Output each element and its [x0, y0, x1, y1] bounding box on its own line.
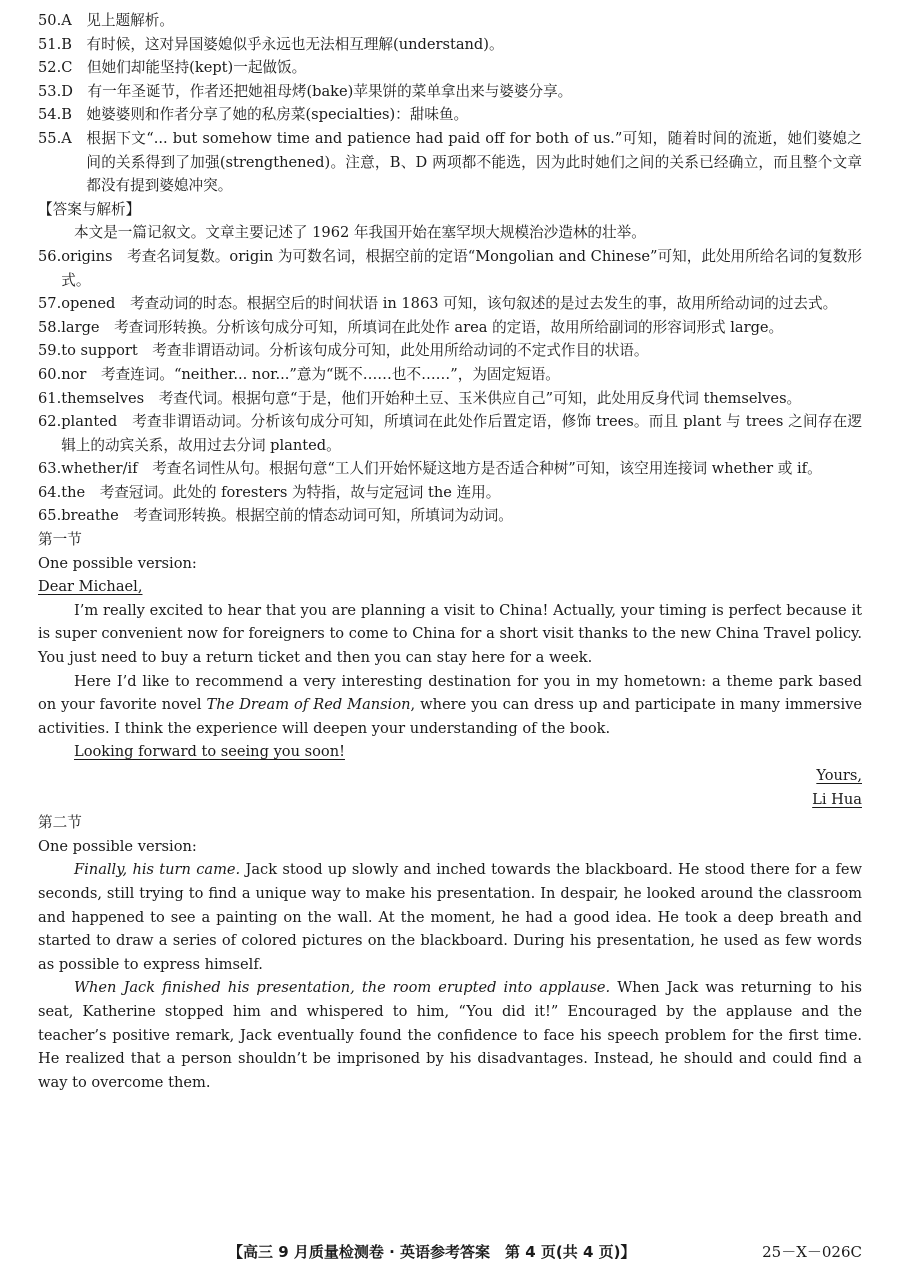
- answer-number: 50.A: [38, 12, 72, 29]
- answer-item: [38, 316, 862, 340]
- answer-text: large 考查词形转换。分析该句成分可知，所填词在此处作 area 的定语，故用所给副词的形容词形式 large。: [61, 318, 784, 336]
- answer-text: 有时候，这对异国婆媳似乎永远也无法相互理解(understand)。: [86, 35, 504, 53]
- answer-number: 63.: [38, 460, 62, 478]
- footer-title: 【高三 9 月质量检测卷 · 英语参考答案 第 4 页(共 4 页)】: [228, 1243, 636, 1261]
- answer-item: [38, 481, 862, 505]
- answer-item: [38, 245, 862, 292]
- answer-item: [38, 387, 862, 411]
- letter-paragraph: I’m really excited to hear that you are planning a visit to China! Actually, your timing is perfect because it is super convenient now for foreigners to come to China for a short visit thanks to the new China Travel policy. You just need to buy a return ticket and then you can stay here for a week.: [38, 601, 862, 667]
- answer-item: [38, 127, 862, 198]
- answer-item: [38, 33, 862, 57]
- answer-text: 见上题解析。: [86, 12, 174, 29]
- paragraph-lead: When Jack finished his presentation, the room erupted into applause.: [74, 979, 611, 997]
- answer-item: [38, 339, 862, 363]
- answer-page: [38, 9, 862, 1094]
- answer-item: [38, 80, 862, 104]
- answer-number: 54.B: [38, 106, 72, 124]
- footer-code: 25－X－026C: [762, 1243, 862, 1261]
- answer-text: origins 考查名词复数。origin 为可数名词，根据空前的定语“Mongolian and Chinese”可知，此处用所给名词的复数形式。: [61, 247, 862, 289]
- version-label: One possible version:: [38, 837, 197, 855]
- answer-text: breathe 考查词形转换。根据空前的情态动词可知，所填词为动词。: [61, 507, 513, 525]
- writing-section-1: [38, 528, 862, 811]
- answer-item: [38, 292, 862, 316]
- letter-signature: Li Hua: [812, 790, 862, 808]
- answer-text: the 考查冠词。此处的 foresters 为特指，故与定冠词 the 连用。: [61, 483, 501, 501]
- answer-number: 53.D: [38, 82, 73, 100]
- answer-number: 58.: [38, 318, 62, 336]
- answer-item: [38, 9, 862, 33]
- answer-text: planted 考查非谓语动词。分析该句成分可知，所填词在此处作后置定语，修饰 trees。而且 plant 与 trees 之间存在逻辑上的动宾关系，故用过去分词 planted。: [61, 413, 862, 454]
- answer-number: 51.B: [38, 35, 72, 53]
- section-1-heading: 第一节: [38, 531, 82, 549]
- answer-text: themselves 考查代词。根据句意“于是，他们开始种土豆、玉米供应自己”可知，此处用反身代词 themselves。: [61, 389, 802, 407]
- section-heading: 【答案与解析】: [38, 200, 141, 218]
- answer-number: 52.C: [38, 59, 73, 77]
- answer-number: 61.: [38, 389, 62, 407]
- answer-item: [38, 410, 862, 457]
- answer-text: whether/if 考查名词性从句。根据句意“工人们开始怀疑这地方是否适合种树”可知，该空用连接词 whether 或 if。: [61, 460, 822, 478]
- answer-item: [38, 363, 862, 387]
- answer-item: [38, 457, 862, 481]
- answer-text: nor 考查连词。“neither... nor...”意为“既不……也不……”，为固定短语。: [61, 365, 560, 383]
- section-2-heading: 第二节: [38, 814, 82, 832]
- answer-text: 有一年圣诞节，作者还把她祖母烤(bake)苹果饼的菜单拿出来与婆婆分享。: [87, 82, 573, 100]
- paragraph-lead: Finally, his turn came.: [74, 861, 241, 879]
- answer-number: 55.A: [38, 129, 72, 147]
- answer-text: 她婆婆则和作者分享了她的私房菜(specialties)：甜味鱼。: [86, 106, 469, 124]
- answers-group-a: [38, 9, 862, 198]
- answers-group-b: [38, 245, 862, 528]
- version-label: One possible version:: [38, 554, 197, 572]
- answer-number: 56.: [38, 247, 62, 265]
- letter-greeting: Dear Michael,: [38, 578, 143, 596]
- answer-text: opened 考查动词的时态。根据空后的时间状语 in 1863 可知，该句叙述的是过去发生的事，故用所给动词的过去式。: [61, 295, 838, 313]
- story-paragraph: Finally, his turn came. Jack stood up slowly and inched towards the blackboard. He stood there for a few seconds, still trying to find a unique way to make his presentation. In despair, he looked around the classroom and happened to see a painting on the wall. At the moment, he had a good idea. He took a deep breath and started to draw a series of colored pictures on the blackboard. During his presentation, he used as few words as possible to express himself.: [38, 861, 862, 973]
- answer-number: 62.: [38, 413, 62, 431]
- answer-text: 但她们却能坚持(kept)一起做饭。: [87, 59, 307, 77]
- letter-closing: Looking forward to seeing you soon!: [74, 743, 345, 761]
- letter-paragraph: Here I’d like to recommend a very interesting destination for you in my hometown: a theme park based on your favorite novel The Dream of Red Mansion, where you can dress up and participate in many immersive activities. I think the experience will deepen your understanding of the book.: [38, 672, 862, 737]
- answer-number: 59.: [38, 342, 62, 360]
- answer-item: [38, 103, 862, 127]
- novel-title: The Dream of Red Mansion: [206, 696, 411, 714]
- answer-item: [38, 56, 862, 80]
- answer-number: 57.: [38, 295, 62, 313]
- answer-number: 65.: [38, 507, 62, 525]
- story-paragraph: When Jack finished his presentation, the room erupted into applause. When Jack was returning to his seat, Katherine stopped him and whispered to him, “You did it!” Encouraged by the applause and the teacher’s positive remark, Jack eventually found the confidence to face his speech problem for the first time. He realized that a person shouldn’t be imprisoned by his disadvantages. Instead, he should and could find a way to overcome them.: [38, 979, 862, 1091]
- answer-text: 根据下文“... but somehow time and patience had paid off for both of us.”可知，随着时间的流逝，她们婆媳之间的关系得到了加强(strengthened)。注意，B、D 两项都不能选，因为此时她们之间的关系已经确立，而且整个文章都没有提到婆媳冲突。: [86, 129, 862, 195]
- answer-number: 60.: [38, 365, 62, 383]
- answer-item: [38, 504, 862, 528]
- writing-section-2: [38, 811, 862, 1094]
- passage-summary: 本文是一篇记叙文。文章主要记述了 1962 年我国开始在塞罕坝大规模治沙造林的壮举。: [74, 224, 646, 242]
- answer-number: 64.: [38, 483, 62, 501]
- answer-text: to support 考查非谓语动词。分析该句成分可知，此处用所给动词的不定式作目的状语。: [61, 342, 649, 360]
- letter-sign-off: Yours,: [816, 767, 862, 784]
